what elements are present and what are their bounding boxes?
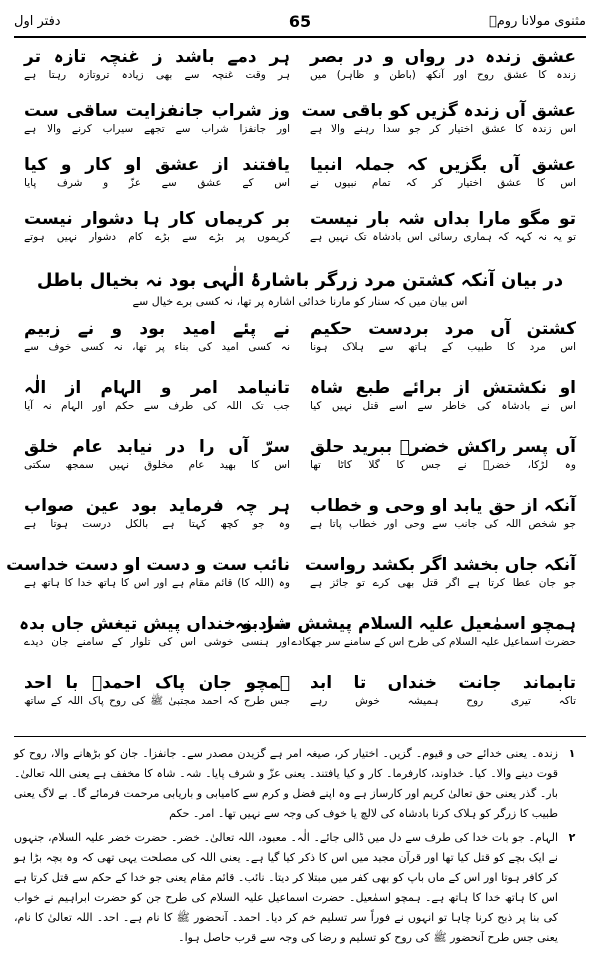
section-gloss: اس بیان میں کہ سنار کو مارنا خدائی اشارہ پر تھا، نہ کسی برے خیال سے bbox=[132, 295, 468, 308]
verse-line: یافتند از عشق او کار و کیا bbox=[24, 155, 290, 175]
couplet bbox=[24, 495, 290, 554]
verse-line: ہمچو جان پاک احمدؐ با احد bbox=[24, 673, 290, 693]
section-title: در بیان آنکہ کشتن مرد زرگر باشارۂ الٰہی بود نہ بخیال باطل bbox=[36, 270, 564, 291]
gloss-line: تو یہ نہ کہہ کہ ہماری رسائی اس بادشاہ تک نہیں ہے bbox=[310, 231, 576, 243]
verse-line: وز شراب جانفزایت ساقی ست bbox=[24, 101, 290, 121]
verse-line: نائب ست و دست او دست خداست bbox=[6, 555, 290, 575]
gloss-line: ہر وقت غنچہ سے بھی زیادہ تروتازہ رہتا ہے bbox=[24, 69, 290, 81]
verse-line: عشق آں بگزیں کہ جملہ انبیا bbox=[310, 155, 576, 175]
couplet bbox=[24, 100, 290, 154]
couplet bbox=[301, 100, 576, 154]
couplet bbox=[24, 46, 290, 100]
page-number: 65 bbox=[288, 11, 312, 31]
footnote-rule bbox=[14, 736, 586, 737]
couplet bbox=[19, 613, 290, 672]
couplet bbox=[310, 154, 576, 208]
gloss-line: اس کے عشق سے عزّ و شرف پایا bbox=[24, 177, 290, 189]
gloss-line: جب تک اللہ کی طرف سے حکم اور الہام نہ آیا bbox=[24, 400, 290, 412]
gloss-line: وہ جو کچھ کہتا ہے بالکل درست ہوتا ہے bbox=[24, 518, 290, 530]
gloss-line: اس کا بھید عام مخلوق نہیں سمجھ سکتی bbox=[24, 459, 290, 471]
couplet bbox=[6, 554, 290, 613]
gloss-line: اور جانفزا شراب سے تجھے سیراب کرنے والا ہے bbox=[24, 123, 290, 135]
verse-line: تابماند جانت خنداں تا ابد bbox=[310, 673, 576, 693]
couplet bbox=[24, 672, 290, 731]
verse-line: تو مگو مارا بداں شہ بار نیست bbox=[310, 209, 576, 229]
gloss-line: جو شخص اللہ کی جانب سے وحی اور خطاب پاتا ہے bbox=[310, 518, 576, 530]
footnotes bbox=[14, 744, 586, 952]
couplet bbox=[24, 318, 290, 377]
book-title: مثنوی مولانا رومؒ bbox=[488, 13, 586, 29]
couplet bbox=[310, 672, 576, 731]
verse-line: آنکہ از حق یابد او وحی و خطاب bbox=[310, 496, 576, 516]
footnote bbox=[14, 828, 586, 948]
verse-line: بر کریماں کار ہا دشوار نیست bbox=[24, 209, 290, 229]
right-column bbox=[300, 46, 586, 262]
couplet-block-top bbox=[14, 46, 586, 262]
verse-line: سرّ آں را در نیابد عام خلق bbox=[24, 437, 290, 457]
gloss-line: اس زندہ کا عشق اختیار کر جو سدا رہنے والا ہے bbox=[310, 123, 576, 135]
verse-line: شاد و خنداں پیش تیغش جاں بدہ bbox=[19, 614, 290, 634]
gloss-line: جس طرح کہ احمد مجتبیٰ ﷺ کی روح پاک اللہ کے ساتھ bbox=[24, 695, 290, 707]
verse-line: کشتن آں مرد بردست حکیم bbox=[310, 319, 576, 339]
gloss-line: حضرت اسماعیل علیہ السلام کی طرح اس کے سامنے سر جھکادے bbox=[291, 636, 576, 648]
couplet bbox=[310, 46, 576, 100]
gloss-line: وہ (اللہ کا) قائم مقام ہے اور اس کا ہاتھ خدا کا ہاتھ ہے bbox=[24, 577, 290, 589]
gloss-line: وہ لڑکا، خضرؑ نے جس کا گلا کاٹا تھا bbox=[310, 459, 576, 471]
section-heading bbox=[14, 268, 586, 309]
couplet bbox=[24, 377, 290, 436]
couplet bbox=[310, 318, 576, 377]
couplet bbox=[310, 436, 576, 495]
couplet bbox=[310, 208, 576, 262]
couplet-block-bottom bbox=[6, 318, 586, 731]
verse-line: ہر دمے باشد ز غنچہ تازہ تر bbox=[24, 47, 290, 67]
footnote-number: ۱ bbox=[568, 747, 576, 760]
gloss-line: اس نے بادشاہ کی خاطر سے اسے قتل نہیں کیا bbox=[310, 400, 576, 412]
verse-line: عشق آں زندہ گزیں کو باقی ست bbox=[301, 101, 576, 121]
volume-label: دفتر اول bbox=[14, 13, 61, 29]
gloss-line: اور ہنسی خوشی اس کی تلوار کے سامنے جان دیدے bbox=[24, 636, 290, 648]
gloss-line: اس کا عشق اختیار کر کہ تمام نبیوں نے bbox=[310, 177, 576, 189]
verse-line: آں پسر راکش خضرؑ ببرید حلق bbox=[310, 437, 576, 457]
couplet bbox=[24, 436, 290, 495]
verse-line: او نکشتش از برائے طبع شاہ bbox=[310, 378, 576, 398]
gloss-line: اس مرد کا طبیب کے ہاتھ سے ہلاک ہونا bbox=[310, 341, 576, 353]
verse-line: ہمچو اسمٰعیل علیہ السلام پیشش سر بنہ bbox=[235, 614, 576, 634]
verse-line: عشق زندہ در رواں و در بصر bbox=[310, 47, 576, 67]
couplet bbox=[24, 154, 290, 208]
gloss-line: نہ کسی امید کی بناء پر تھا، نہ کسی خوف سے bbox=[24, 341, 290, 353]
left-column bbox=[6, 318, 300, 731]
verse-line: آنکہ جاں بخشد اگر بکشد رواست bbox=[304, 555, 576, 575]
gloss-line: جو جان عطا کرتا ہے اگر قتل بھی کرے تو جائز ہے bbox=[310, 577, 576, 589]
footnote-number: ۲ bbox=[568, 831, 576, 844]
right-column bbox=[235, 318, 586, 731]
footnote-text: الہام۔ جو بات خدا کی طرف سے دل میں ڈالی جائے۔ الٰہ۔ معبود، اللہ تعالیٰ۔ خضر۔ حضرت خضر علیہ السلام، جنہوں نے ایک بچے کو قتل کیا تھا اور قرآن مجید میں اس کا ذکر کیا گیا ہے۔ یعنی اللہ کی مصلحت یہی تھی کہ وہ بچہ بڑا ہو کر کافر ہوتا اور اس کے ماں باپ کو بھی کفر میں مبتلا کر دیتا۔ نائب۔ قائم مقام یعنی جو خدا کے حکم سے قتل کرتا ہے اس کا ہاتھ خدا کا ہاتھ ہے۔ ہمچو اسمٰعیل۔ حضرت اسماعیل علیہ السلام کی طرح جن کو حضرت ابراہیم نے خواب کی بنا پر ذبح کرنا چاہا تو انہوں نے فوراً سر تسلیم خم کر دیا۔ احمد۔ آنحضور ﷺ کا نام ہے۔ احد۔ اللہ تعالیٰ کا نام، یعنی جس طرح آنحضور ﷺ کی روح کو تسلیم و رضا کی وجہ سے قرب حاصل ہوا۔ bbox=[14, 831, 558, 944]
left-column bbox=[14, 46, 300, 262]
verse-line: نے پئے امید بود و نے زبیم bbox=[24, 319, 290, 339]
footnote-text: زندہ۔ یعنی خدائے حی و قیوم۔ گزیں۔ اختیار کر، صیغہ امر ہے گزیدن مصدر سے۔ جانفزا۔ جان کو بڑھانے والا، روح کو قوت دینے والا۔ کیا۔ خداوند، کارفرما۔ کار و کیا یافتند۔ یعنی عزّ و شرف پایا۔ شہ۔ شاہ کا مخفف ہے یعنی اللہ تعالیٰ۔ بار۔ گذر یعنی حق تعالیٰ کریم اور کارساز ہے وہ اپنے فضل و کرم سے کامیابی و باریابی مرحمت فرمائے گا۔ بے لاگ یعنی طبیب کا زرگر کو ہلاک کرنا بادشاہ کی لالچ یا خوف کی وجہ سے نہیں تھا۔ امر۔ حکم bbox=[14, 747, 558, 820]
couplet bbox=[235, 613, 576, 672]
gloss-line: تاکہ تیری روح ہمیشہ خوش رہے bbox=[310, 695, 576, 707]
couplet bbox=[310, 377, 576, 436]
couplet bbox=[304, 554, 576, 613]
gloss-line: کریموں پر بڑے سے بڑے کام دشوار نہیں ہوتے bbox=[24, 231, 290, 243]
verse-line: تانیامد امر و الہام از الٰہ bbox=[24, 378, 290, 398]
page-header bbox=[14, 8, 586, 34]
couplet bbox=[310, 495, 576, 554]
couplet bbox=[24, 208, 290, 262]
header-rule bbox=[14, 36, 586, 38]
verse-line: ہر چہ فرماید بود عین صواب bbox=[24, 496, 290, 516]
footnote bbox=[14, 744, 586, 824]
gloss-line: زندہ کا عشق روح اور آنکھ (باطن و ظاہر) میں bbox=[310, 69, 576, 81]
